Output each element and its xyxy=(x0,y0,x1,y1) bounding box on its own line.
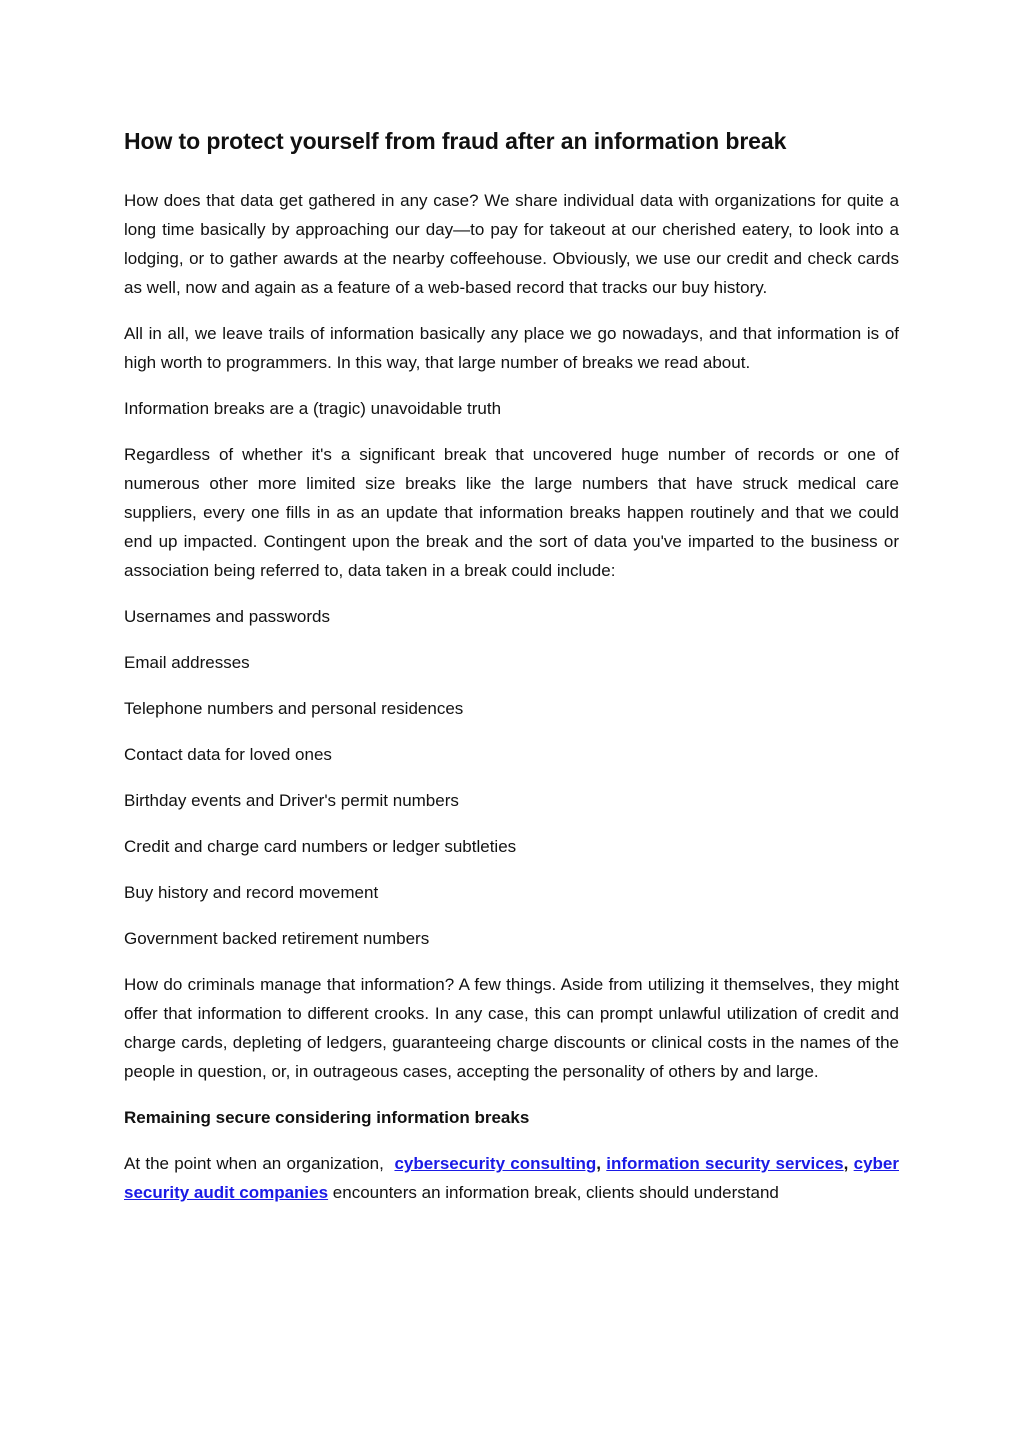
paragraph-criminals: How do criminals manage that information? A few things. Aside from utilizing it themselves, they might offer that information to different crooks. In any case, this can prompt unlawful utilization of credit and charge cards, depleting of ledgers, guaranteeing charge discounts or clinical costs in the names of the people in question, or, in outrageous cases, accepting the personality of others by and large. xyxy=(124,975,899,1081)
final-outro-text: encounters an information break, clients should understand xyxy=(328,1183,779,1202)
list-item: Contact data for loved ones xyxy=(124,745,332,764)
comma-separator: , xyxy=(843,1154,849,1173)
final-intro-text: At the point when an organization, xyxy=(124,1154,384,1173)
paragraph-data-gathering: How does that data get gathered in any case? We share individual data with organizations for quite a long time basically by approaching our day—to pay for takeout at our cherished eatery, to look into a lodging, or to gather awards at the nearby coffeehouse. Obviously, we use our credit and check cards as well, now and again as a feature of a web-based record that tracks our buy history. xyxy=(124,191,899,297)
link-cyber-security-audit-companies[interactable]: cyber security audit companies xyxy=(124,1154,900,1202)
list-item: Buy history and record movement xyxy=(124,883,379,902)
paragraph-trails: All in all, we leave trails of information basically any place we go nowadays, and that information is of high worth to programmers. In this way, that large number of breaks we read about. xyxy=(124,324,899,372)
document-title: How to protect yourself from fraud after an information break xyxy=(124,128,787,154)
document-page xyxy=(124,124,899,1224)
paragraph-unavoidable-truth: Information breaks are a (tragic) unavoidable truth xyxy=(124,399,502,418)
comma-separator: , xyxy=(596,1154,601,1173)
list-item: Government backed retirement numbers xyxy=(124,929,430,948)
paragraph-breaks-include: Regardless of whether it's a significant break that uncovered huge number of records or one of numerous other more limited size breaks like the large numbers that have struck medical care suppliers, every one fills in as an update that information breaks happen routinely and that we could end up impacted. Contingent upon the break and the sort of data you've imparted to the business or association being referred to, data taken in a break could include: xyxy=(124,445,899,580)
link-information-security-services[interactable]: information security services xyxy=(606,1154,844,1173)
list-item: Birthday events and Driver's permit numbers xyxy=(124,791,459,810)
list-item: Usernames and passwords xyxy=(124,607,330,626)
list-item: Telephone numbers and personal residences xyxy=(124,699,464,718)
subheading-remaining-secure: Remaining secure considering information breaks xyxy=(124,1108,530,1127)
link-cybersecurity-consulting[interactable]: cybersecurity consulting xyxy=(394,1154,597,1173)
list-item: Email addresses xyxy=(124,653,250,672)
paragraph-final xyxy=(124,1149,899,1207)
list-item: Credit and charge card numbers or ledger subtleties xyxy=(124,837,517,856)
